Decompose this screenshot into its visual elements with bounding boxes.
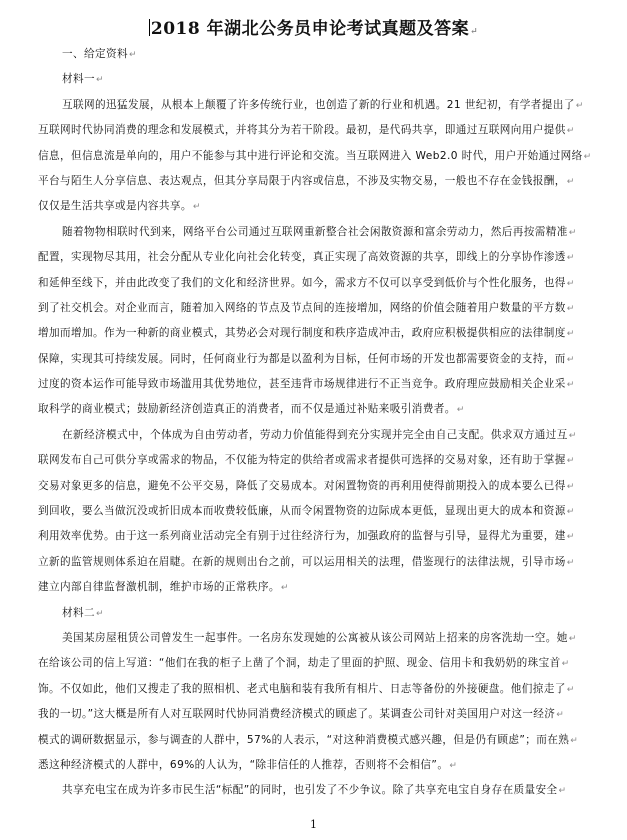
text-line — [38, 372, 592, 397]
paragraph-mark-icon: ↵ — [568, 633, 577, 644]
text-line-content: 立新的监管规则体系迫在眉睫。在新的规则出台之前，可以运用相关的法理，借鉴现行的法律法规，引导市场 — [38, 555, 566, 568]
paragraph-mark-icon: ↵ — [192, 202, 201, 213]
paragraph-mark-icon: ↵ — [566, 253, 575, 264]
text-line — [38, 448, 592, 473]
document-title — [0, 14, 627, 39]
text-line-content: 一、给定资料 — [62, 48, 128, 60]
paragraph-mark-icon: ↵ — [456, 405, 465, 416]
text-line — [38, 321, 592, 346]
text-line — [38, 397, 592, 422]
text-line-content: 互联网的迅猛发展，从根本上颠覆了许多传统行业，也创造了新的行业和机遇。21 世纪初，有学者提出了 — [62, 98, 575, 111]
text-line — [38, 702, 592, 727]
text-line — [62, 220, 592, 245]
paragraph-mark-icon: ↵ — [583, 151, 592, 162]
paragraph-mark-icon: ↵ — [470, 27, 479, 37]
text-line-content: 共享充电宝在成为许多市民生活“标配”的同时，也引发了不少争议。除了共享充电宝自身存在质量安全 — [62, 784, 558, 797]
text-line-content: 联网发布自己可供分享或需求的物品，不仅能为特定的供给者或需求者提供可选择的交易对象，还有助于掌握 — [38, 454, 566, 467]
paragraph-mark-icon: ↵ — [558, 786, 567, 797]
text-line — [38, 194, 592, 219]
text-line-content: 增加而增加。作为一种新的商业模式，其势必会对现行制度和秩序造成冲击，政府应积极提供相应的法律制度 — [38, 327, 566, 340]
text-line-content: 互联网时代协同消费的理念和发展模式，并将其分为若干阶段。最初，是代码共享，即通过互联网向用户提供 — [38, 124, 566, 137]
page-number: 1 — [310, 818, 317, 831]
text-line — [38, 524, 592, 549]
paragraph-mark-icon: ↵ — [566, 481, 575, 492]
text-line — [62, 93, 592, 118]
text-line-content: 平台与陌生人分享信息、表达观点，但其分享局限于内容或信息，不涉及实物交易，一般也不存在金钱报酬， — [38, 174, 566, 187]
paragraph-mark-icon: ↵ — [566, 354, 575, 365]
paragraph-mark-icon: ↵ — [566, 380, 575, 391]
text-line-content: 配置，实现物尽其用，社会分配从专业化向社会化转变，真正实现了高效资源的共享，即线上的分享协作渗透 — [38, 251, 566, 264]
text-line-content: 交易对象更多的信息，避免不公平交易，降低了交易成本。对闲置物资的再利用使得前期投入的成本要么已得 — [38, 479, 566, 492]
text-line — [38, 245, 592, 270]
text-line — [62, 423, 592, 448]
paragraph-mark-icon: ↵ — [95, 608, 104, 619]
text-line-content: 取科学的商业模式；鼓励新经济创造真正的消费者，而不仅是通过补贴来吸引消费者。 — [38, 403, 456, 416]
text-line-content: 建立内部自律监督激机制，维护市场的正常秩序。 — [38, 581, 280, 594]
text-line — [38, 651, 592, 676]
text-line — [38, 677, 592, 702]
text-line — [38, 296, 592, 321]
paragraph-mark-icon: ↵ — [128, 50, 137, 60]
paragraph-mark-icon: ↵ — [280, 583, 289, 594]
text-cursor — [149, 19, 150, 36]
text-line-content: 模式的调研数据显示，参与调查的人群中，57%的人表示，“对这种消费模式感兴趣，但是仍有顾虑”；而在熟 — [38, 733, 570, 746]
paragraph-mark-icon: ↵ — [575, 100, 584, 111]
paragraph-mark-icon: ↵ — [449, 760, 458, 771]
text-line — [38, 575, 592, 600]
text-line — [38, 550, 592, 575]
paragraph-mark-icon: ↵ — [556, 710, 565, 721]
text-line — [62, 626, 592, 651]
text-line-content: 到回收，要么当做沉没或折旧成本而收费较低廉，从而令闲置物资的边际成本更低，显现出更大的成本和资源 — [38, 505, 566, 518]
paragraph-mark-icon: ↵ — [561, 659, 570, 670]
paragraph-mark-icon: ↵ — [568, 227, 577, 238]
text-line-content: 保障，实现其可持续发展。同时，任何商业行为都是以盈利为目标，任何市场的开发也都需要资金的支持，而 — [38, 352, 566, 365]
paragraph-mark-icon: ↵ — [566, 456, 575, 467]
text-line — [38, 169, 592, 194]
text-line-content: 美国某房屋租赁公司曾发生一起事件。一名房东发现她的公寓被从该公司网站上招来的房客洗劫一空。她 — [62, 631, 568, 644]
paragraph-mark-icon: ↵ — [566, 329, 575, 340]
text-line-content: 在新经济模式中，个体成为自由劳动者，劳动力价值能得到充分实现并完全由自己支配。供求双方通过互 — [62, 428, 568, 441]
text-line — [62, 67, 592, 92]
document-body — [38, 42, 592, 804]
paragraph-mark-icon: ↵ — [566, 557, 575, 568]
paragraph-mark-icon: ↵ — [566, 278, 575, 289]
text-line — [38, 753, 592, 778]
text-line — [38, 347, 592, 372]
paragraph-mark-icon: ↵ — [566, 126, 575, 137]
text-line-content: 我的一切。”这大概是所有人对互联网时代协同消费经济模式的顾虑了。某调查公司针对美国用户对这一经济 — [38, 708, 556, 721]
text-line — [38, 118, 592, 143]
paragraph-mark-icon: ↵ — [95, 75, 104, 86]
document-title-text: 2018 年湖北公务员申论考试真题及答案 — [150, 19, 470, 39]
text-line — [38, 271, 592, 296]
text-line-content: 悉这种经济模式的人群中，69%的人认为，“除非信任的人推荐，否则将不会相信”。 — [38, 758, 449, 771]
text-line-content: 材料一 — [62, 73, 95, 86]
text-line-content: 过度的资本运作可能导致市场滥用其优势地位，甚至违背市场规律进行不正当竞争。政府理应鼓励相关企业采 — [38, 378, 566, 391]
text-line-content: 和延伸至线下，并由此改变了我们的文化和经济世界。如今，需求方不仅可以享受到低价与个性化服务，也得 — [38, 276, 566, 289]
text-line-content: 到了社交机会。对企业而言，随着加入网络的节点及节点间的连接增加，网络的价值会随着用户数量的平方数 — [38, 301, 566, 314]
text-line-content: 饰。不仅如此，他们又搜走了我的照相机、老式电脑和装有我所有相片、日志等备份的外接硬盘。他们掠走了 — [38, 682, 566, 695]
text-line-content: 在给该公司的信上写道：“他们在我的柜子上凿了个洞，劫走了里面的护照、现金、信用卡和我奶奶的珠宝首 — [38, 657, 561, 670]
paragraph-mark-icon: ↵ — [566, 303, 575, 314]
text-line-content: 利用效率优势。由于这一系列商业活动完全有别于过往经济行为，加强政府的监督与引导，显得尤为重要，建 — [38, 530, 566, 543]
text-line — [38, 499, 592, 524]
paragraph-mark-icon: ↵ — [566, 532, 575, 543]
text-line-content: 仅仅是生活共享或是内容共享。 — [38, 200, 192, 213]
text-line — [38, 728, 592, 753]
text-line — [62, 601, 592, 626]
paragraph-mark-icon: ↵ — [566, 507, 575, 518]
text-line-content: 随着物物相联时代到来，网络平台公司通过互联网重新整合社会闲散资源和富余劳动力，然后再按需精准 — [62, 225, 568, 238]
text-line-content: 信息，但信息流是单向的，用户不能参与其中进行评论和交流。当互联网进入 Web2.0 时代，用户开始通过网络 — [38, 149, 583, 162]
text-line — [62, 42, 592, 67]
text-line — [38, 474, 592, 499]
paragraph-mark-icon: ↵ — [568, 430, 577, 441]
text-line — [62, 778, 592, 803]
paragraph-mark-icon: ↵ — [566, 176, 575, 187]
paragraph-mark-icon: ↵ — [570, 735, 579, 746]
text-line — [38, 144, 592, 169]
paragraph-mark-icon: ↵ — [566, 684, 575, 695]
text-line-content: 材料二 — [62, 606, 95, 619]
